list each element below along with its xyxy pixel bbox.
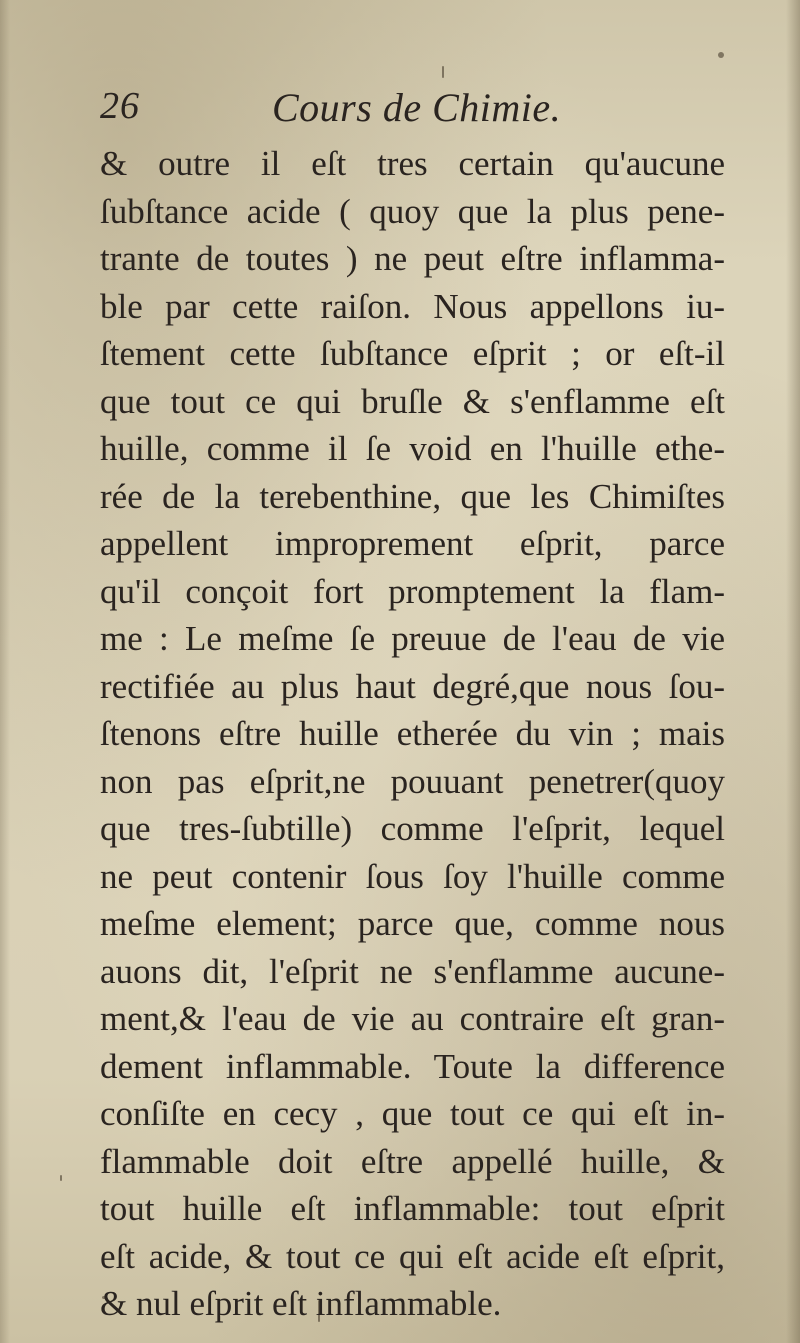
text-line: flammable doit eſtre appellé huille, & [100, 1141, 725, 1181]
text-line: ſubſtance acide ( quoy que la plus pene- [100, 191, 725, 231]
text-line: que tout ce qui bruſle & s'enflamme eſt [100, 381, 725, 421]
text-line-last: & nul eſprit eſt inflammable. [100, 1284, 502, 1323]
text-line: non pas eſprit,ne pouuant penetrer(quoy [100, 761, 725, 801]
running-title: Cours de Chimie. [272, 85, 562, 130]
text-line: rée de la terebenthine, que les Chimiſtes [100, 476, 725, 516]
page-number: 26 [100, 85, 140, 127]
text-line: rectifiée au plus haut degré,que nous ſou- [100, 666, 725, 706]
page-edge-shadow-left [0, 0, 10, 1343]
text-line: appellent improprement eſprit, parce [100, 524, 725, 563]
text-line: que tres-ſubtille) comme l'eſprit, lequel [100, 809, 725, 848]
text-line: meſme element; parce que, comme nous [100, 904, 725, 943]
text-line: qu'il conçoit fort promptement la flam- [100, 571, 725, 611]
paper-speck [442, 66, 444, 78]
text-line: ment,& l'eau de vie au contraire eſt gran- [100, 999, 725, 1038]
text-line: trante de toutes ) ne peut eſtre inflamma- [100, 239, 725, 278]
text-line: huille, comme il ſe void en l'huille ethe- [100, 429, 725, 468]
paper-speck [60, 1175, 62, 1181]
text-line: auons dit, l'eſprit ne s'enflamme aucune- [100, 951, 725, 991]
text-line: me : Le meſme ſe preuue de l'eau de vie [100, 619, 725, 658]
text-line: ble par cette raiſon. Nous appellons iu- [100, 286, 725, 326]
text-line: dement inflammable. Toute la difference [100, 1046, 725, 1086]
text-line: eſt acide, & tout ce qui eſt acide eſt eſprit, [100, 1236, 725, 1276]
text-line: ſtenons eſtre huille etherée du vin ; mais [100, 714, 725, 753]
text-line: tout huille eſt inflammable: tout eſprit [100, 1189, 725, 1228]
page-edge-shadow-right [786, 0, 800, 1343]
text-line: & outre il eſt tres certain qu'aucune [100, 144, 725, 183]
body-paragraph [100, 140, 725, 1328]
running-head [100, 84, 720, 136]
text-line: ſtement cette ſubſtance eſprit ; or eſt-il [100, 334, 725, 373]
text-line: conſiſte en cecy , que tout ce qui eſt in- [100, 1094, 725, 1133]
paper-speck [718, 52, 724, 58]
text-line: ne peut contenir ſous ſoy l'huille comme [100, 856, 725, 896]
